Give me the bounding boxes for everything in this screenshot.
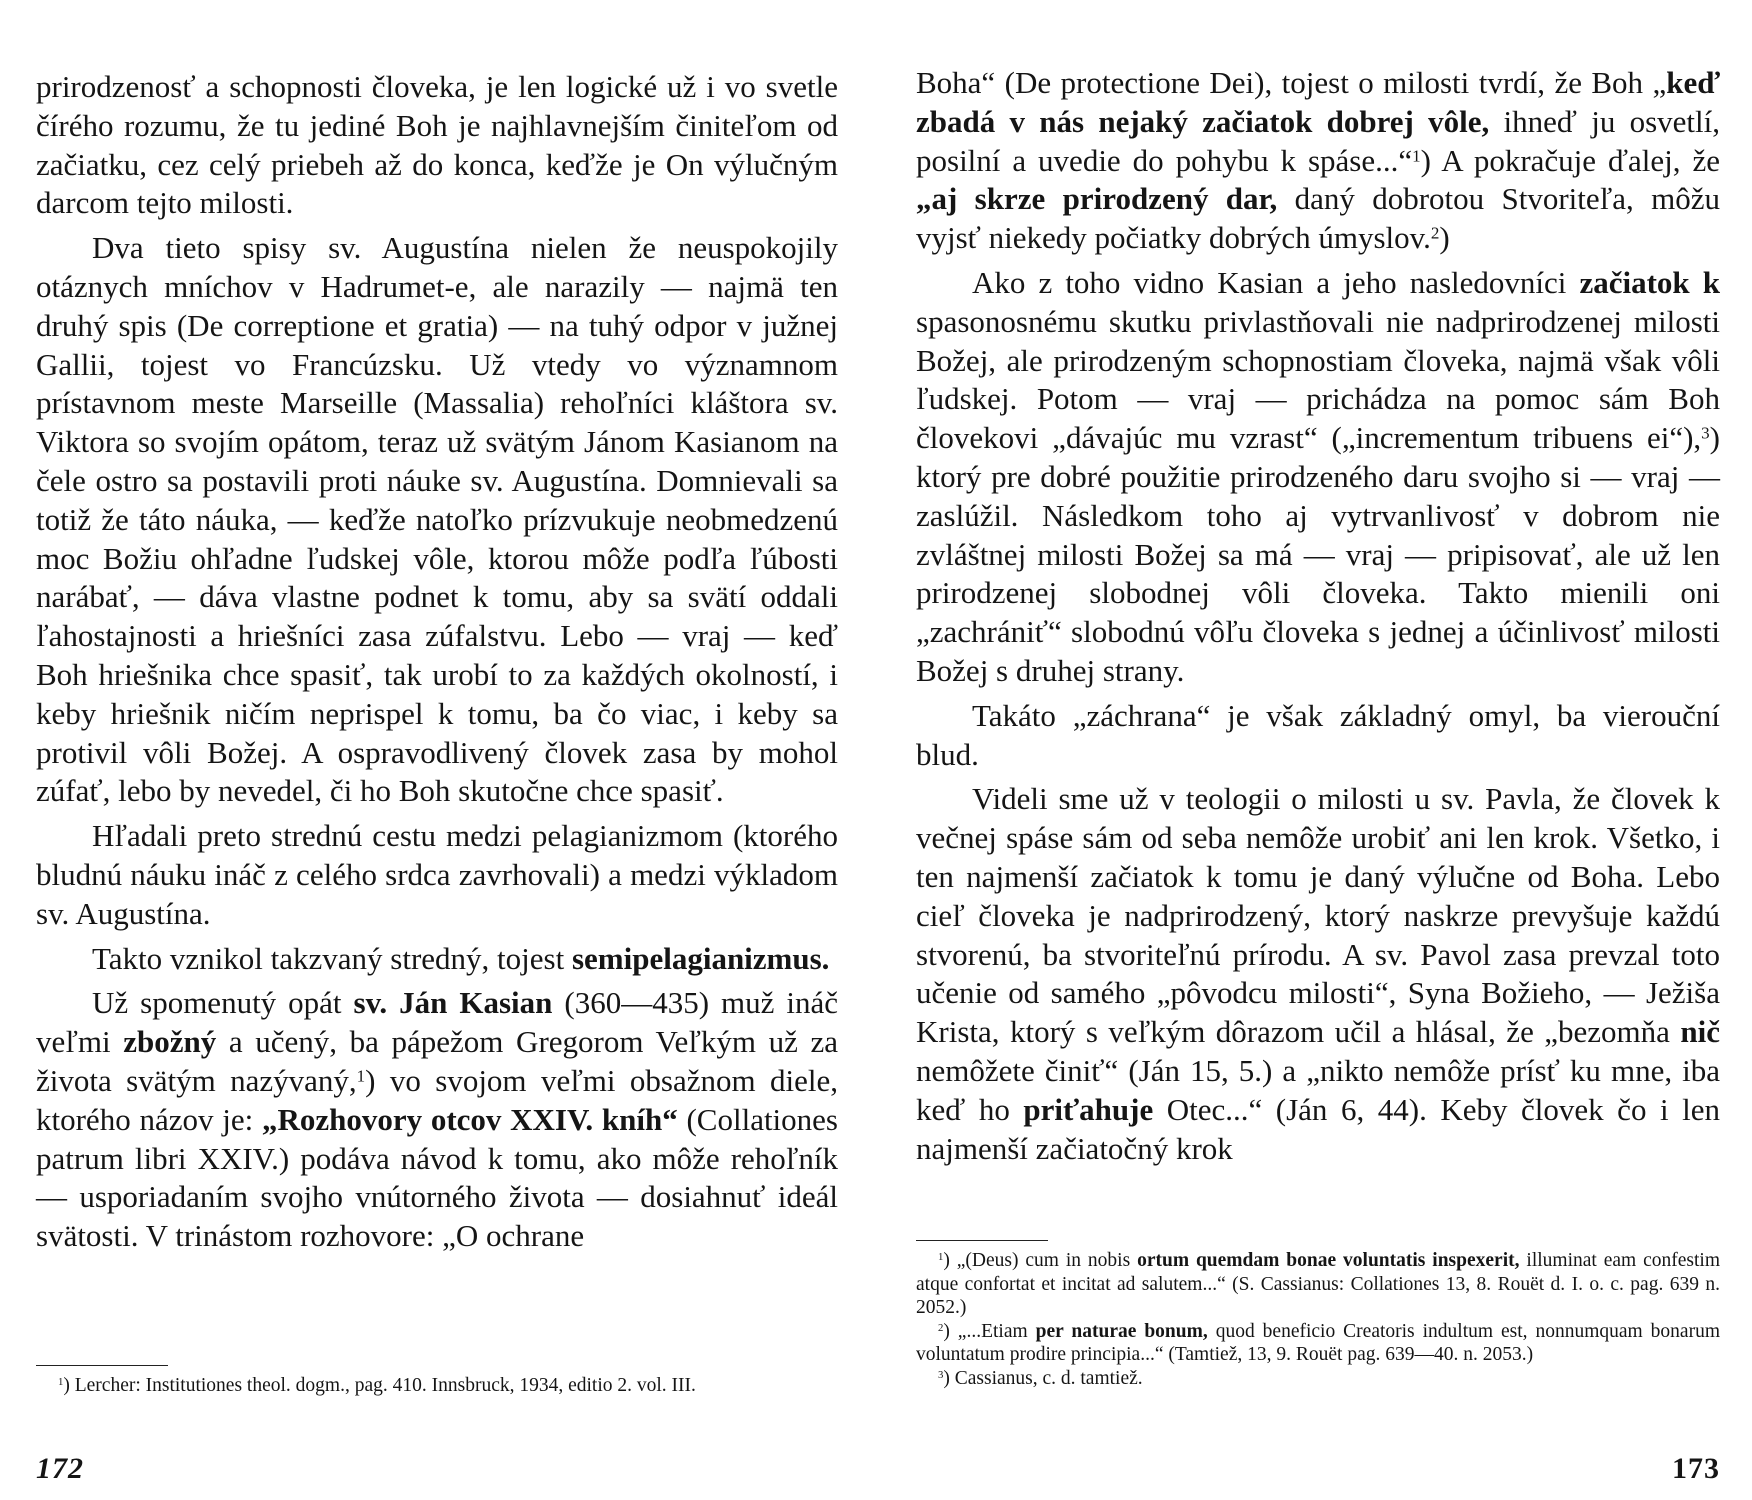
bold-text: „aj skrze prirodzený dar,: [916, 181, 1278, 217]
paragraph: [36, 984, 838, 1256]
left-page-number: 172: [36, 1452, 84, 1485]
text-run: nemôžete činiť“ (Ján 15, 5.) a „nikto nemôže prísť ku mne, iba keď ho: [916, 1052, 1720, 1127]
text-run: ) ktorý pre dobré použitie prirodzeného daru svojho si — vraj — zaslúžil. Následkom toho aj vytrvanlivosť v dobrom nie zvláštnej milosti Božej sa má — vraj — pripisovať, ale už len prirodzenej slobodnej vôli človeka. Takto mienili oni „zachrániť“ slobodnú vôľu človeka s jednej a účinlivosť milosti Božej s druhej strany.: [916, 420, 1720, 688]
footnote: [916, 1249, 1720, 1320]
bold-text: sv. Ján Kasian: [353, 985, 553, 1021]
text-run: ) Cassianus, c. d. tamtiež.: [943, 1367, 1143, 1389]
bold-text: zbožný: [123, 1024, 217, 1060]
text-run: Takáto „záchrana“ je však základný omyl, ba vierouční blud.: [916, 697, 1720, 772]
text-run: ) „(Deus) cum in nobis: [943, 1250, 1138, 1271]
text-run: a učený, ba pápežom Gregorom Veľkým už za života svätým nazývaný,: [36, 1024, 838, 1098]
footnote-marker: 2: [1430, 223, 1440, 243]
left-body-text: [36, 68, 838, 1256]
text-run: spasonosnému skutku privlastňovali nie nadprirodzenej milosti Božej, ale prirodzeným schopnostiam človeka, najmä však vôli ľudskej. Potom — vraj — prichádza na pomoc sám Boh človekovi „dávajúc mu vzrast“ („incrementum tribuens ei“),: [916, 303, 1720, 456]
text-run: ihneď ju osvetlí, posilní a uvedie do pohybu k spáse...“: [916, 103, 1720, 178]
bold-text: „Rozhovory otcov XXIV. kníh“: [261, 1101, 678, 1137]
text-run: Už spomenutý opát: [92, 985, 354, 1021]
text-run: Videli sme už v teologii o milosti u sv. Pavla, že človek k večnej spáse sám od seba nemôže urobiť ani len krok. Všetko, i ten najmenší začiatok k tomu je daný výlučne od Boha. Lebo cieľ človeka je nadprirodzený, ktorý naskrze prevyšuje každú stvorenú, ba stvoriteľnú prírodu. A sv. Pavol zasa prevzal toto učenie od samého „pôvodcu milosti“, Syna Božieho, — Ježiša Krista, ktorý s veľkým dôrazom učil a hlásal, že „bezomňa: [916, 781, 1720, 1050]
bold-text: semipelagianizmus.: [571, 940, 830, 976]
bold-text: per naturae bonum,: [1035, 1320, 1208, 1342]
text-run: (360—435) muž ináč veľmi: [36, 985, 838, 1060]
text-run: ): [1439, 220, 1450, 256]
paragraph: [36, 229, 838, 811]
text-run: Ako z toho vidno Kasian a jeho nasledovníci: [972, 264, 1580, 300]
text-run: ) Lercher: Institutiones theol. dogm., pag. 410. Innsbruck, 1934, editio 2. vol. III.: [63, 1375, 696, 1396]
text-run: Hľadali preto strednú cestu medzi pelagianizmom (ktorého bludnú náuku ináč z celého srdca zavrhovali) a medzi výkladom sv. Augustína.: [36, 818, 838, 931]
footnote-marker: 1: [938, 1251, 944, 1264]
left-page: [36, 0, 838, 1500]
text-run: quod beneficio Creatoris indultum est, nonnumquam bonarum voluntatum prodire principia...“ (Tamtiež, 13, 9. Rouët pag. 639—40. n. 2053.): [916, 1320, 1720, 1365]
right-body-text: [916, 64, 1720, 1168]
footnote-marker: 3: [1701, 423, 1710, 443]
right-page: [916, 0, 1720, 1500]
bold-text: ortum quemdam bonae voluntatis inspexerit,: [1137, 1250, 1520, 1271]
footnote-separator: [916, 1240, 1048, 1241]
bold-text: nič: [1680, 1014, 1720, 1050]
footnote-marker: 1: [356, 1066, 366, 1086]
footnote-marker: 2: [938, 1321, 944, 1334]
text-run: ) vo svojom veľmi obsažnom diele, ktorého názov je:: [36, 1062, 838, 1137]
bold-text: priťahuje: [1023, 1091, 1154, 1127]
text-run: Takto vznikol takzvaný stredný, tojest: [92, 940, 572, 976]
bold-text: začiatok k: [1579, 264, 1720, 300]
paragraph: [916, 697, 1720, 775]
paragraph: [36, 68, 838, 223]
paragraph: [36, 940, 838, 979]
footnote-separator: [36, 1365, 168, 1366]
text-run: Boha“ (De protectione Dei), tojest o milosti tvrdí, že Boh „: [916, 65, 1667, 100]
text-run: prirodzenosť a schopnosti človeka, je len logické už i vo svetle čírého rozumu, že tu jediné Boh je najhlavnejším činiteľom od začiatku, cez celý priebeh až do konca, keďže je On výlučným darcom tejto milosti.: [36, 69, 838, 221]
text-run: illuminat eam confestim atque confortat et incitat ad salutem...“ (S. Cassianus: Collationes 13, 8. Rouët d. I. o. c. pag. 639 n. 2052.): [916, 1250, 1720, 1318]
footnote-marker: 1: [1412, 146, 1421, 166]
text-run: Dva tieto spisy sv. Augustína nielen že neuspokojily otáznych mníchov v Hadrumet-e, ale narazily — najmä ten druhý spis (De correptione et gratia) — na tuhý odpor v južnej Gallii, tojest vo Francúzsku. Už vtedy vo významnom prístavnom meste Marseille (Massalia) rehoľníci kláštora sv. Viktora so svojím opátom, teraz už svätým Jánom Kasianom na čele ostro sa postavili proti náuke sv. Augustína. Domnievali sa totiž že táto náuka, — keďže natoľko prízvukuje neobmedzenú moc Božiu ohľadne ľudskej vôle, ktorou môže podľa ľúbosti narábať, — dáva vlastne podnet k tomu, aby sa svätí oddali ľahostajnosti a hriešníci zasa zúfalstvu. Lebo — vraj — keď Boh hriešnika chce spasiť, tak urobí to za každých okolností, i keby hriešnik ničím neprispel k tomu, ba čo viac, i keby sa protivil vôli Božej. A ospravodlivený človek zasa by mohol zúfať, lebo by nevedel, či ho Boh skutočne chce spasiť.: [36, 230, 838, 809]
text-run: (Collationes patrum libri XXIV.) podáva návod k tomu, ako môže rehoľník — usporiadaním svojho vnútorného života — dosiahnuť ideál svätosti. V trinástom rozhovore: „O ochrane: [36, 1101, 838, 1254]
bold-text: keď zbadá v nás nejaký začiatok dobrej vôle,: [916, 65, 1720, 139]
footnote: [916, 1367, 1720, 1391]
paragraph: [36, 817, 838, 933]
paragraph: [916, 64, 1720, 258]
right-footnotes: [916, 1249, 1720, 1390]
paragraph: [916, 264, 1720, 691]
text-run: Otec...“ (Ján 6, 44). Keby človek čo i len najmenší začiatočný krok: [916, 1091, 1720, 1166]
left-footnotes: [36, 1374, 838, 1398]
text-run: ) A pokračuje ďalej, že: [1420, 142, 1721, 178]
right-page-number: 173: [1672, 1452, 1720, 1485]
paragraph: [916, 780, 1720, 1168]
footnote: [916, 1320, 1720, 1367]
footnote: [36, 1374, 838, 1398]
footnote-marker: 1: [58, 1376, 64, 1389]
text-run: ) „...Etiam: [943, 1320, 1036, 1342]
text-run: daný dobrotou Stvoriteľa, môžu vyjsť niekedy počiatky dobrých úmyslov.: [916, 181, 1720, 256]
footnote-marker: 3: [938, 1368, 944, 1381]
